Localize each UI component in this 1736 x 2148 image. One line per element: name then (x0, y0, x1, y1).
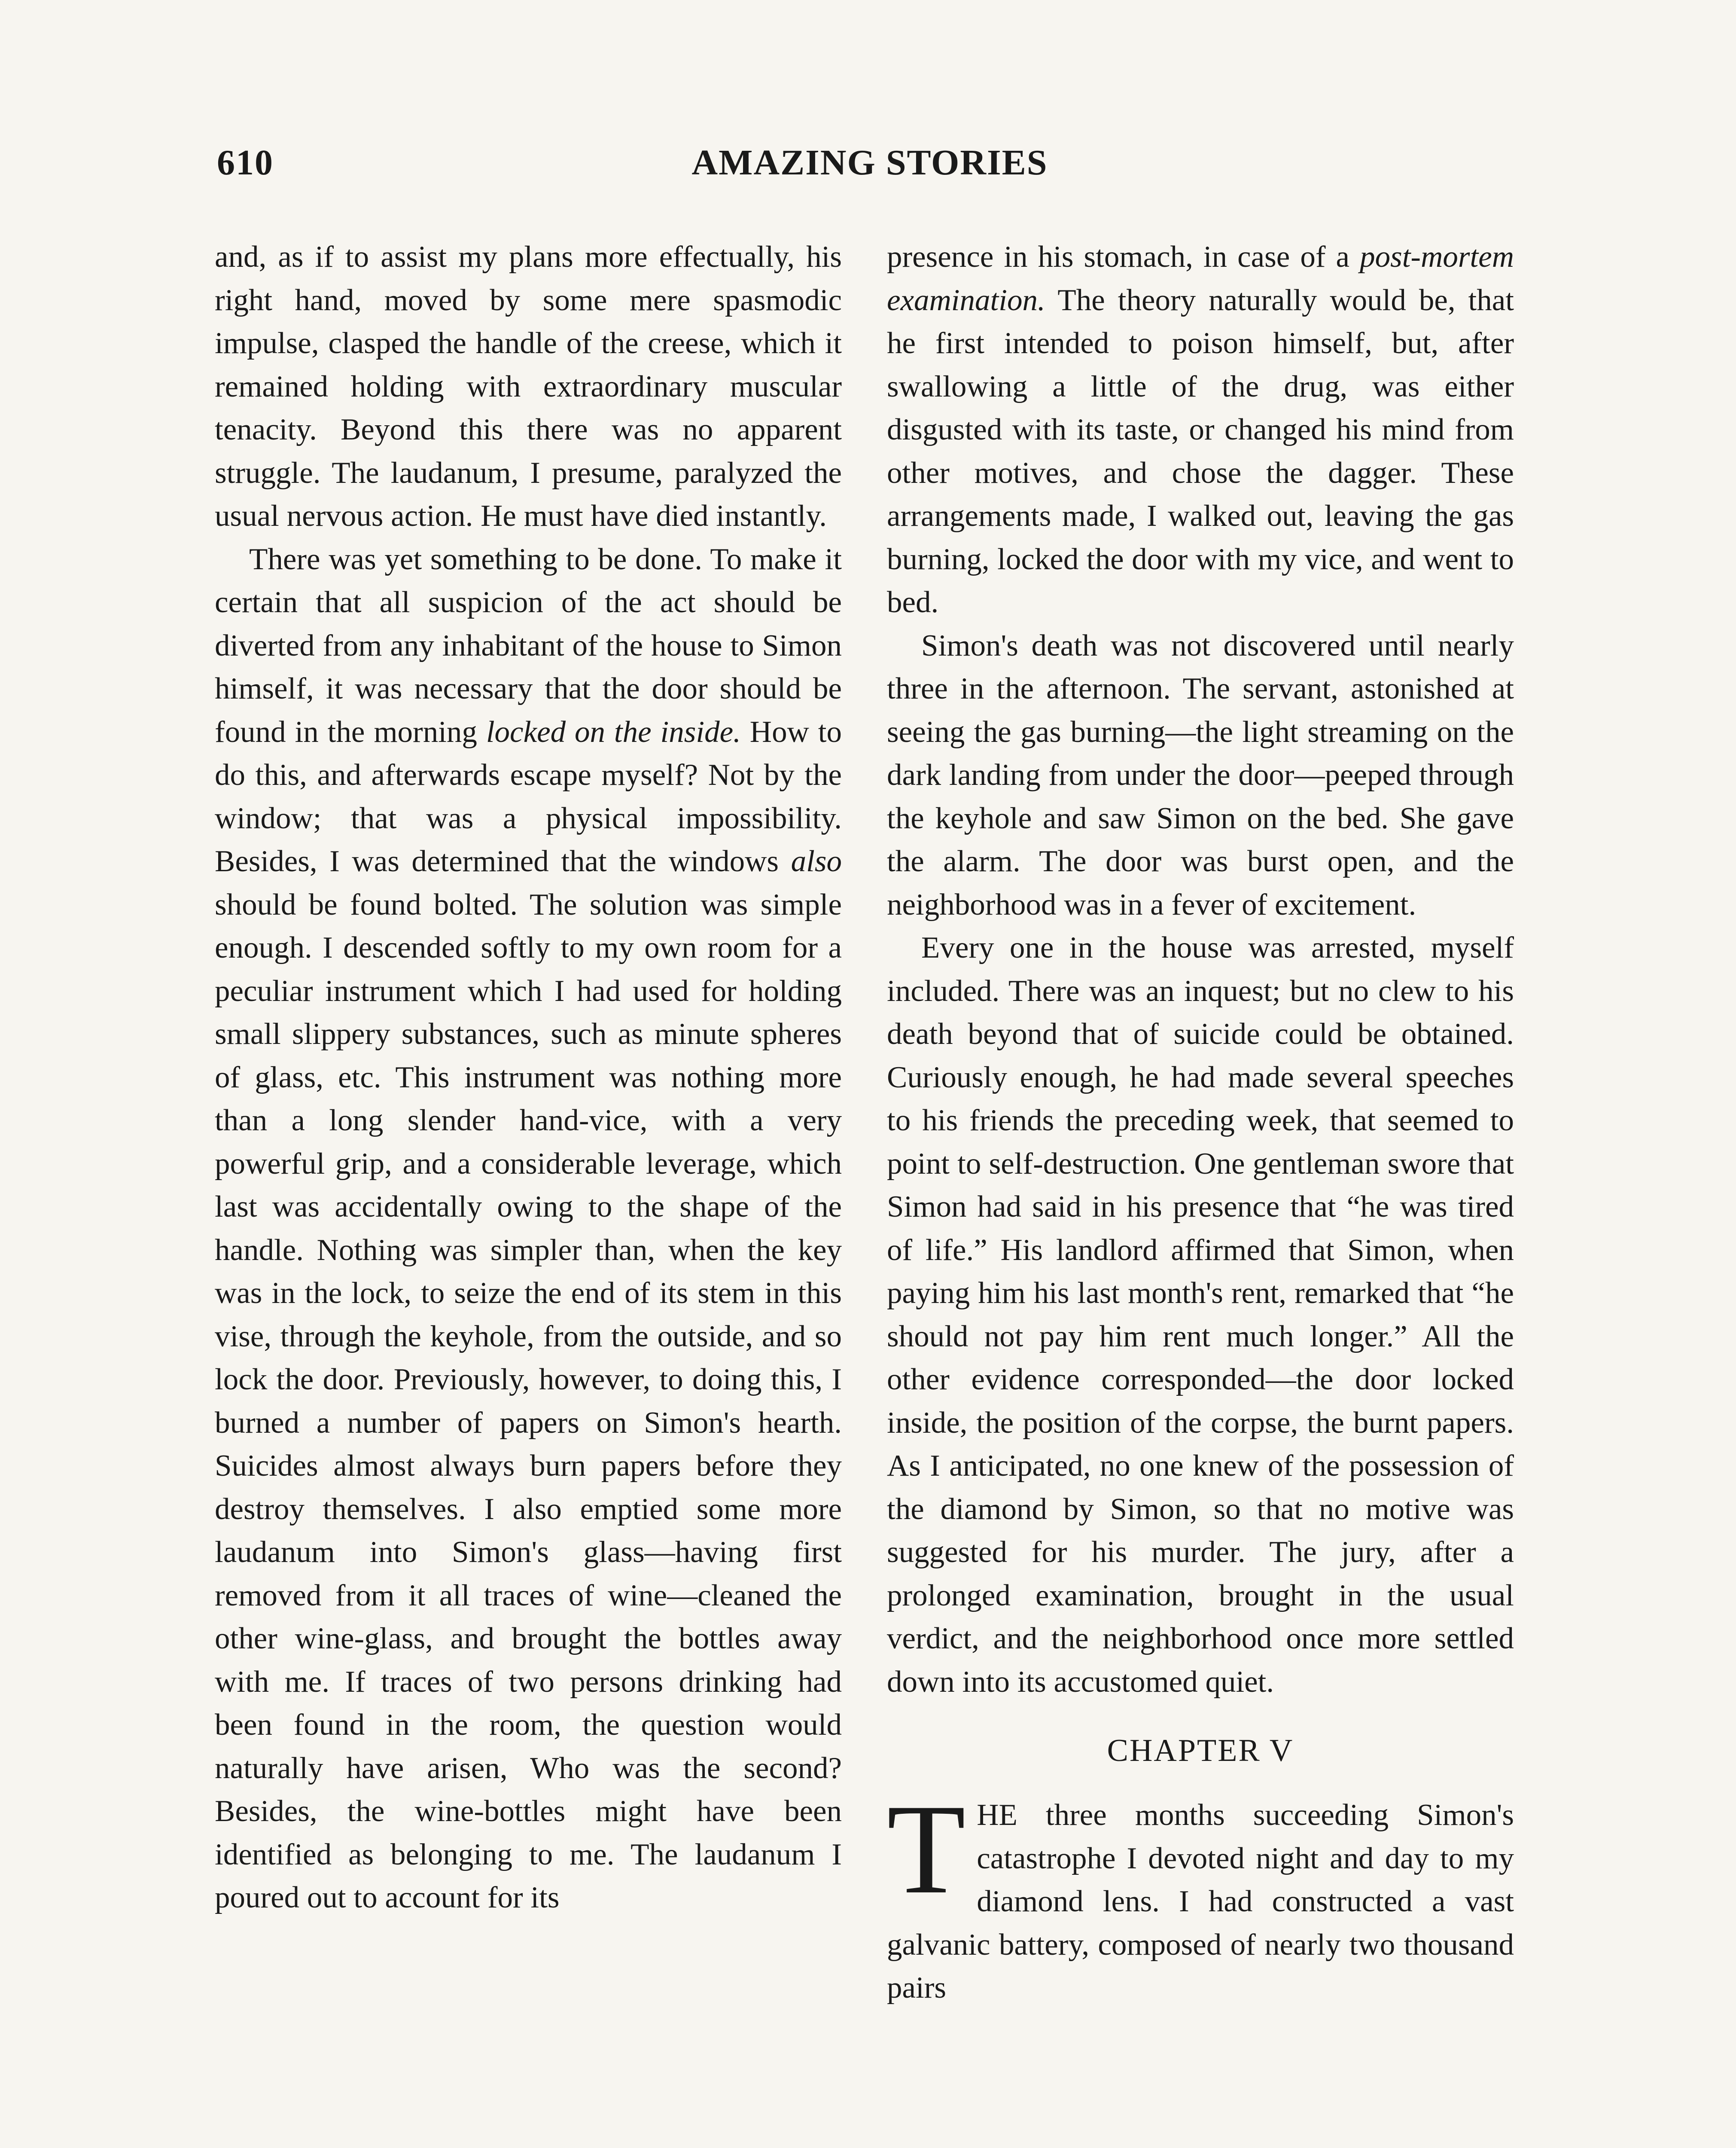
emphasis: post-mortem examination. (887, 240, 1514, 317)
chapter-heading: CHAPTER V (1107, 1733, 1294, 1768)
drop-cap: T (887, 1778, 966, 1920)
emphasis: locked on the inside. (486, 715, 741, 749)
running-header (217, 142, 1523, 206)
magazine-title: AMAZING STORIES (691, 143, 1048, 183)
paragraph: There was yet something to be done. To make it certain that all suspicion of the act should be diverted from any inhabitant of the house to Simon himself, it was necessary that the door should be found in the morning locked on the inside. How to do this, and afterwards escape myself? Not by the window; that was a physical impossibility. Besides, I was determined that the windows also should be found bolted. The solution was simple enough. I descended softly to my own room for a peculiar instrument which I had used for holding small slippery substances, such as minute spheres of glass, etc. This instrument was nothing more than a long slender hand-vice, with a very powerful grip, and a considerable leverage, which last was accidentally owing to the shape of the handle. Nothing was simpler than, when the key was in the lock, to seize the end of its stem in this vise, through the keyhole, from the outside, and so lock the door. Previously, however, to doing this, I burned a number of papers on Simon's hearth. Suicides almost always burn papers before they destroy themselves. I also emptied some more laudanum into Simon's glass—having first removed from it all traces of wine—cleaned the other wine-glass, and brought the bottles away with me. If traces of two persons drinking had been found in the room, the question would naturally have arisen, Who was the second? Besides, the wine-bottles might have been identified as belonging to me. The laudanum I poured out to account for its (215, 542, 842, 1914)
paragraph: and, as if to assist my plans more effectually, his right hand, moved by some mere spasmodic impulse, clasped the handle of the creese, which it remained holding with extraordinary muscular tenacity. Beyond this there was no apparent struggle. The laudanum, I presume, paralyzed the usual nervous action. He must have died instantly. (215, 240, 842, 533)
left-column (215, 235, 842, 1919)
page-number: 610 (217, 143, 274, 183)
paragraph: Simon's death was not discovered until nearly three in the afternoon. The servant, astonished at seeing the gas burning—the light streaming on the dark landing from under the door—peeped through the keyhole and saw Simon on the bed. She gave the alarm. The door was burst open, and the neighborhood was in a fever of excitement. (887, 629, 1514, 921)
paragraph: THE three months succeeding Simon's catastrophe I devoted night and day to my diamond lens. I had constructed a vast galvanic battery, composed of nearly two thousand pairs (887, 1778, 1514, 2005)
right-column (887, 235, 1514, 2010)
emphasis: also (791, 845, 842, 878)
paragraph: Every one in the house was arrested, myself included. There was an inquest; but no clew to his death beyond that of suicide could be obtained. Curiously enough, he had made several speeches to his friends the preceding week, that seemed to point to self-destruction. One gentleman swore that Simon had said in his presence that “he was tired of life.” His landlord affirmed that Simon, when paying him his last month's rent, remarked that “he should not pay him rent much longer.” All the other evidence corresponded—the door locked inside, the position of the corpse, the burnt papers. As I anticipated, no one knew of the possession of the diamond by Simon, so that no motive was suggested for his murder. The jury, after a prolonged examination, brought in the usual verdict, and the neighborhood once more settled down into its accustomed quiet. (887, 931, 1514, 1699)
paragraph: presence in his stomach, in case of a post-mortem examination. The theory naturally would be, that he first intended to poison himself, but, after swallowing a little of the drug, was either disgusted with its taste, or changed his mind from other motives, and chose the dagger. These arrangements made, I walked out, leaving the gas burning, locked the door with my vice, and went to bed. (887, 240, 1514, 619)
